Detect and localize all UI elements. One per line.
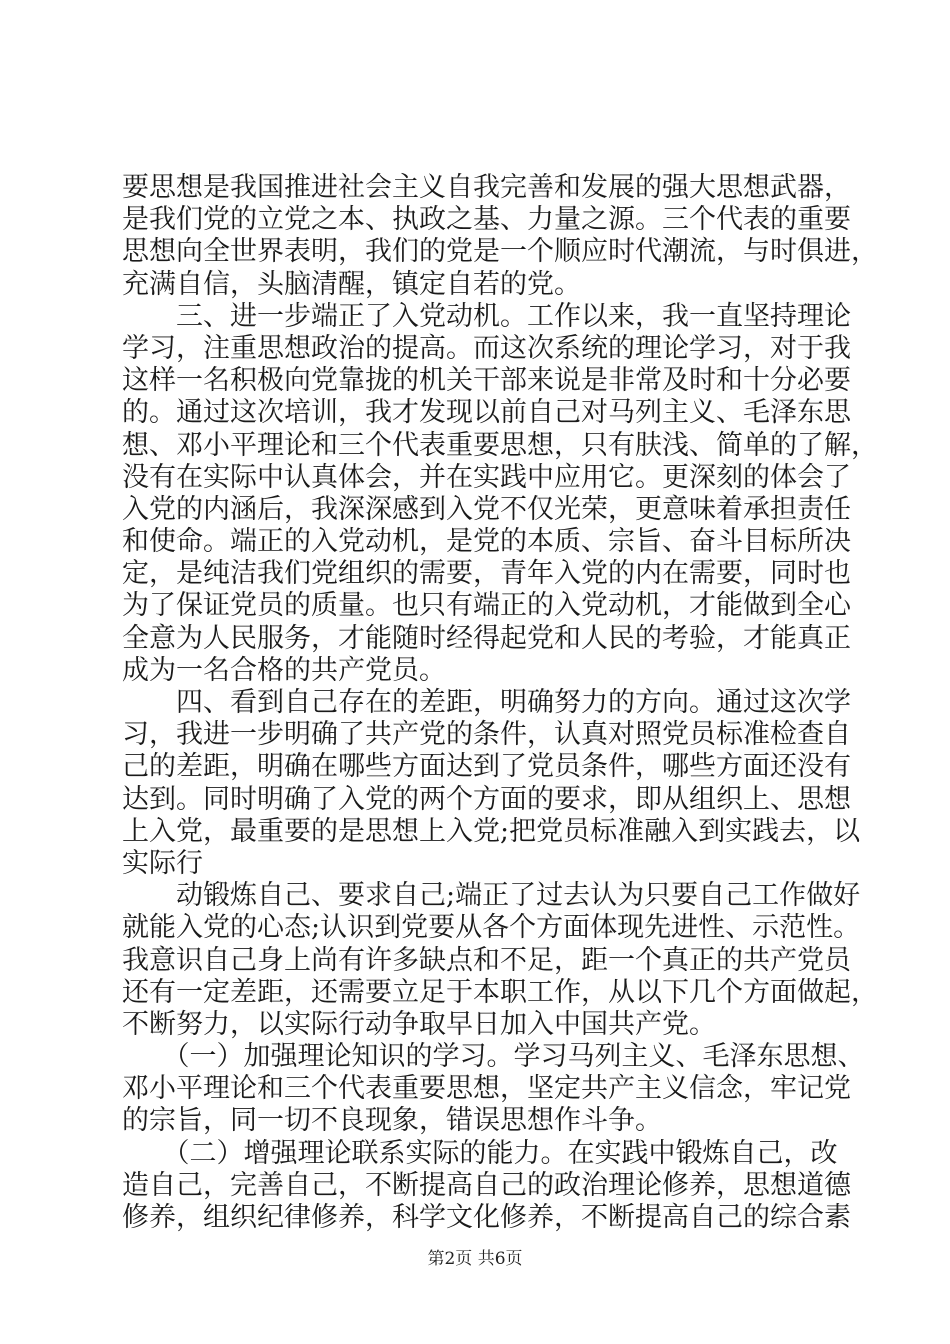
text-line: 定，是纯洁我们党组织的需要，青年入党的内在需要，同时也: [122, 558, 851, 590]
text-line: 四、看到自己存在的差距，明确努力的方向。通过这次学: [122, 687, 851, 718]
text-line: 邓小平理论和三个代表重要思想，坚定共产主义信念，牢记党: [122, 1073, 851, 1105]
text-line: 动锻炼自己、要求自己;端正了过去认为只要自己工作做好: [122, 880, 861, 912]
text-line: （二）增强理论联系实际的能力。在实践中锻炼自己，改: [122, 1137, 838, 1169]
text-line: 造自己，完善自己，不断提高自己的政治理论修养，思想道德: [122, 1169, 851, 1201]
text-line: 全意为人民服务，才能随时经得起党和人民的考验，才能真正: [122, 622, 851, 654]
text-line: 实际行: [122, 847, 203, 879]
text-line: 成为一名合格的共产党员。: [122, 654, 446, 686]
text-line: 就能入党的心态;认识到党要从各个方面体现先进性、示范性。: [122, 912, 861, 944]
text-line: 要思想是我国推进社会主义自我完善和发展的强大思想武器，: [122, 172, 851, 203]
text-line: 我意识自己身上尚有许多缺点和不足，距一个真正的共产党员: [122, 944, 851, 976]
text-line: 不断努力，以实际行动争取早日加入中国共产党。: [122, 1008, 716, 1040]
text-line: 没有在实际中认真体会，并在实践中应用它。更深刻的体会了: [122, 461, 851, 493]
text-line: 这样一名积极向党靠拢的机关干部来说是非常及时和十分必要: [122, 365, 851, 397]
text-line: 充满自信，头脑清醒，镇定自若的党。: [122, 268, 581, 300]
text-line: 的。通过这次培训，我才发现以前自己对马列主义、毛泽东思: [122, 397, 851, 429]
text-line: 上入党，最重要的是思想上入党;把党员标准融入到实践去，以: [122, 815, 861, 847]
text-line: 达到。同时明确了入党的两个方面的要求，即从组织上、思想: [122, 783, 851, 815]
text-line: 学习，注重思想政治的提高。而这次系统的理论学习，对于我: [122, 332, 851, 364]
page-footer: 第2页 共6页: [427, 1249, 523, 1269]
text-line: 己的差距，明确在哪些方面达到了党员条件，哪些方面还没有: [122, 751, 851, 783]
body-text: [122, 172, 878, 1234]
text-line: 三、进一步端正了入党动机。工作以来，我一直坚持理论: [122, 300, 851, 332]
text-line: 想、邓小平理论和三个代表重要思想，只有肤浅、简单的了解，: [122, 429, 878, 461]
text-line: （一）加强理论知识的学习。学习马列主义、毛泽东思想、: [122, 1041, 865, 1073]
text-line: 的宗旨，同一切不良现象，错误思想作斗争。: [122, 1105, 662, 1137]
text-line: 入党的内涵后，我深深感到入党不仅光荣，更意味着承担责任: [122, 493, 851, 525]
text-line: 思想向全世界表明，我们的党是一个顺应时代潮流，与时俱进，: [122, 236, 878, 268]
text-line: 习，我进一步明确了共产党的条件，认真对照党员标准检查自: [122, 719, 851, 751]
text-line: 和使命。端正的入党动机，是党的本质、宗旨、奋斗目标所决: [122, 526, 851, 558]
text-line: 修养，组织纪律修养，科学文化修养，不断提高自己的综合素: [122, 1202, 851, 1233]
text-line: 为了保证党员的质量。也只有端正的入党动机，才能做到全心: [122, 590, 851, 622]
text-line: 还有一定差距，还需要立足于本职工作，从以下几个方面做起，: [122, 976, 878, 1008]
text-line: 是我们党的立党之本、执政之基、力量之源。三个代表的重要: [122, 204, 851, 236]
